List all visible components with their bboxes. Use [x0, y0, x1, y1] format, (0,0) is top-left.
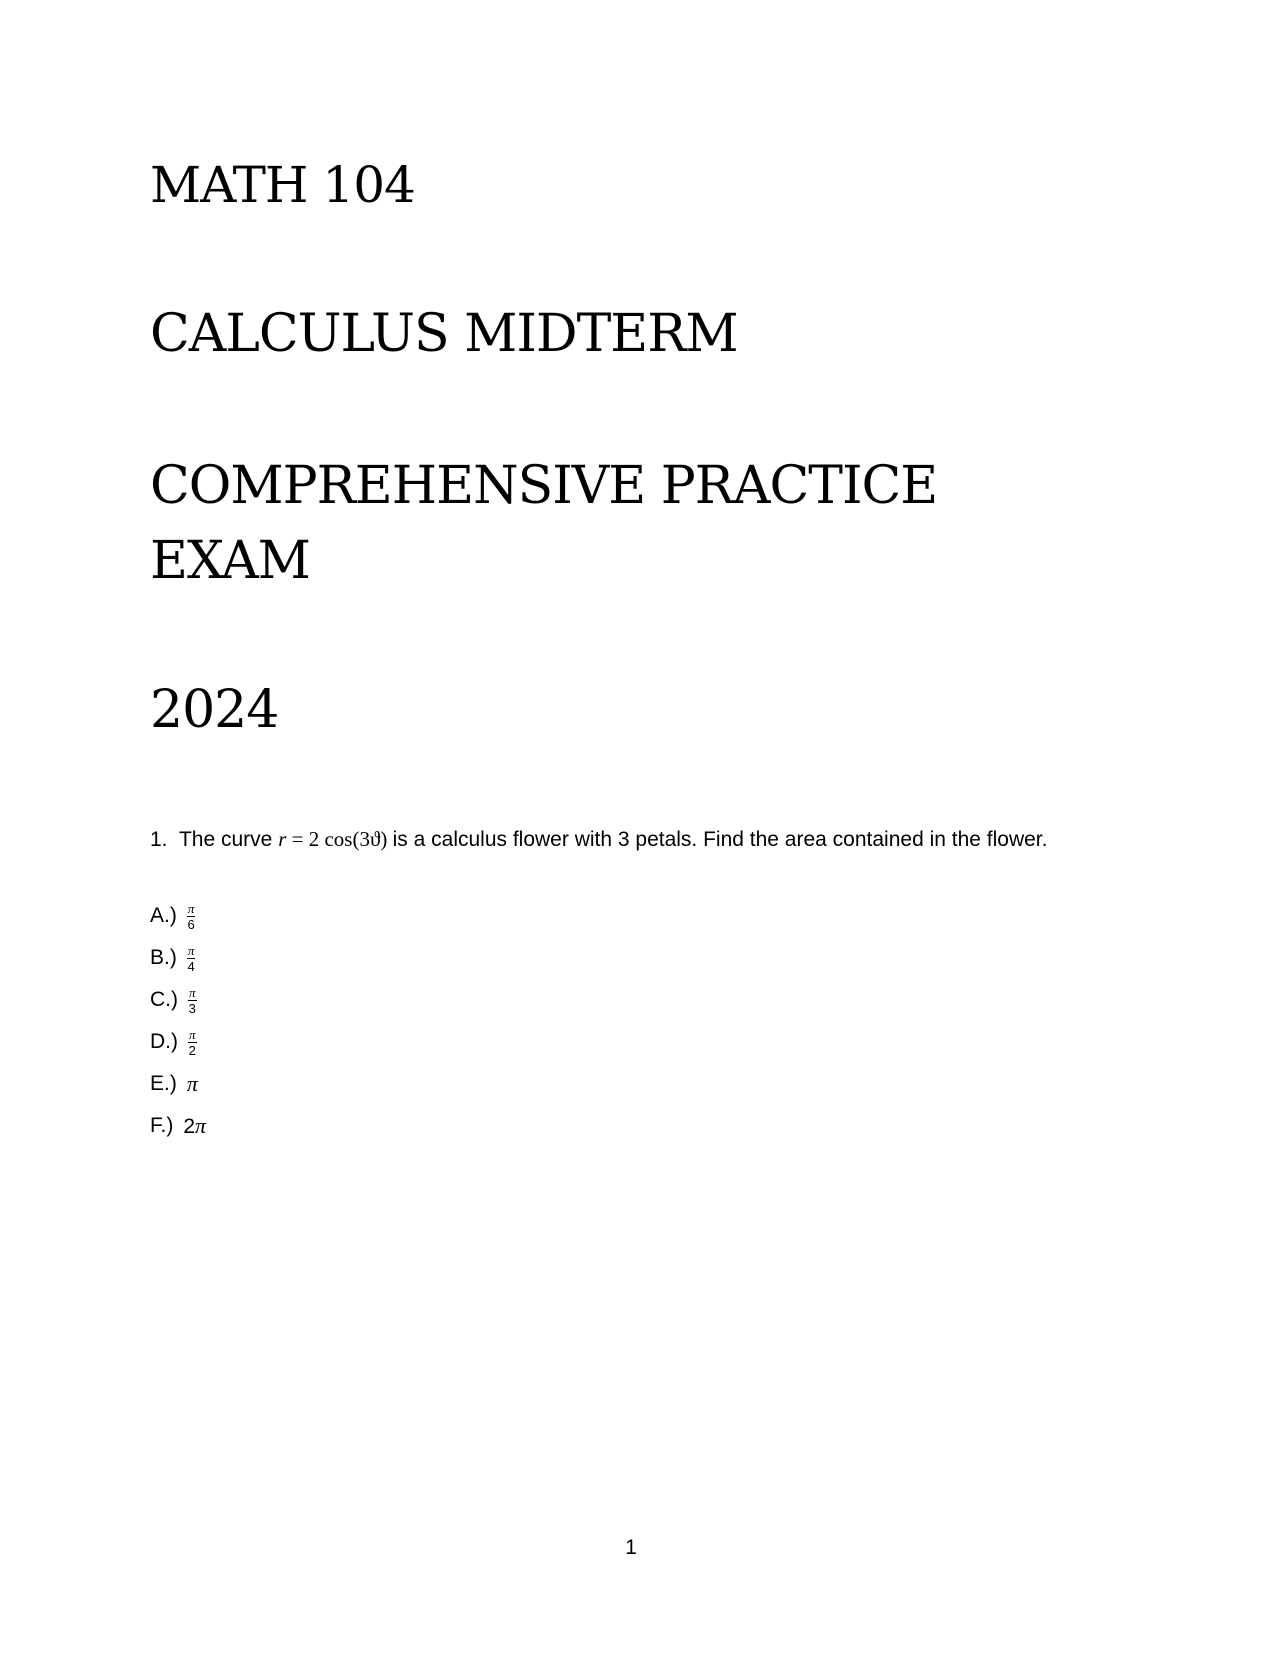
question-variable: r: [278, 827, 287, 851]
choice-value: π: [186, 1071, 198, 1096]
fraction-numerator: π: [189, 1026, 196, 1042]
page-number: 1: [625, 1536, 637, 1559]
choice-b: [150, 940, 195, 976]
question-equation: = 2 cos(3ϑ): [286, 827, 393, 851]
choice-fraction: [188, 1028, 197, 1057]
choice-label: D.): [150, 1030, 178, 1053]
exam-title: CALCULUS MIDTERM: [150, 304, 738, 364]
choice-value: [183, 1113, 206, 1139]
choice-pi: π: [195, 1113, 207, 1138]
exam-year: 2024: [150, 680, 279, 740]
fraction-denominator: 4: [187, 958, 195, 974]
choice-fraction: [188, 986, 197, 1015]
choice-fraction: [187, 944, 196, 973]
fraction-denominator: 3: [188, 1000, 196, 1016]
choice-a: [150, 898, 195, 934]
exam-subtitle-line-1: COMPREHENSIVE PRACTICE: [150, 456, 938, 516]
choice-label: A.): [150, 904, 177, 927]
choice-label: F.): [150, 1114, 174, 1137]
choice-d: [150, 1024, 197, 1060]
question-number: 1.: [150, 828, 168, 851]
fraction-numerator: π: [187, 942, 195, 958]
question-text-before: The curve: [178, 828, 273, 851]
choice-c: [150, 982, 197, 1018]
choice-label: E.): [150, 1072, 177, 1095]
fraction-denominator: 2: [188, 1042, 196, 1058]
exam-subtitle-line-2: EXAM: [150, 531, 310, 591]
fraction-numerator: π: [187, 900, 195, 916]
question-text-after: is a calculus flower with 3 petals. Find the area contained in the flower.: [392, 828, 1048, 851]
choice-e: [150, 1066, 198, 1102]
question-1: [150, 824, 1130, 855]
choice-label: C.): [150, 988, 178, 1011]
choice-fraction: [187, 902, 196, 931]
course-title: MATH 104: [150, 156, 415, 214]
choice-coefficient: 2: [183, 1115, 196, 1138]
fraction-denominator: 6: [187, 916, 195, 932]
choice-label: B.): [150, 946, 177, 969]
choice-f: [150, 1108, 206, 1144]
fraction-numerator: π: [189, 984, 196, 1000]
